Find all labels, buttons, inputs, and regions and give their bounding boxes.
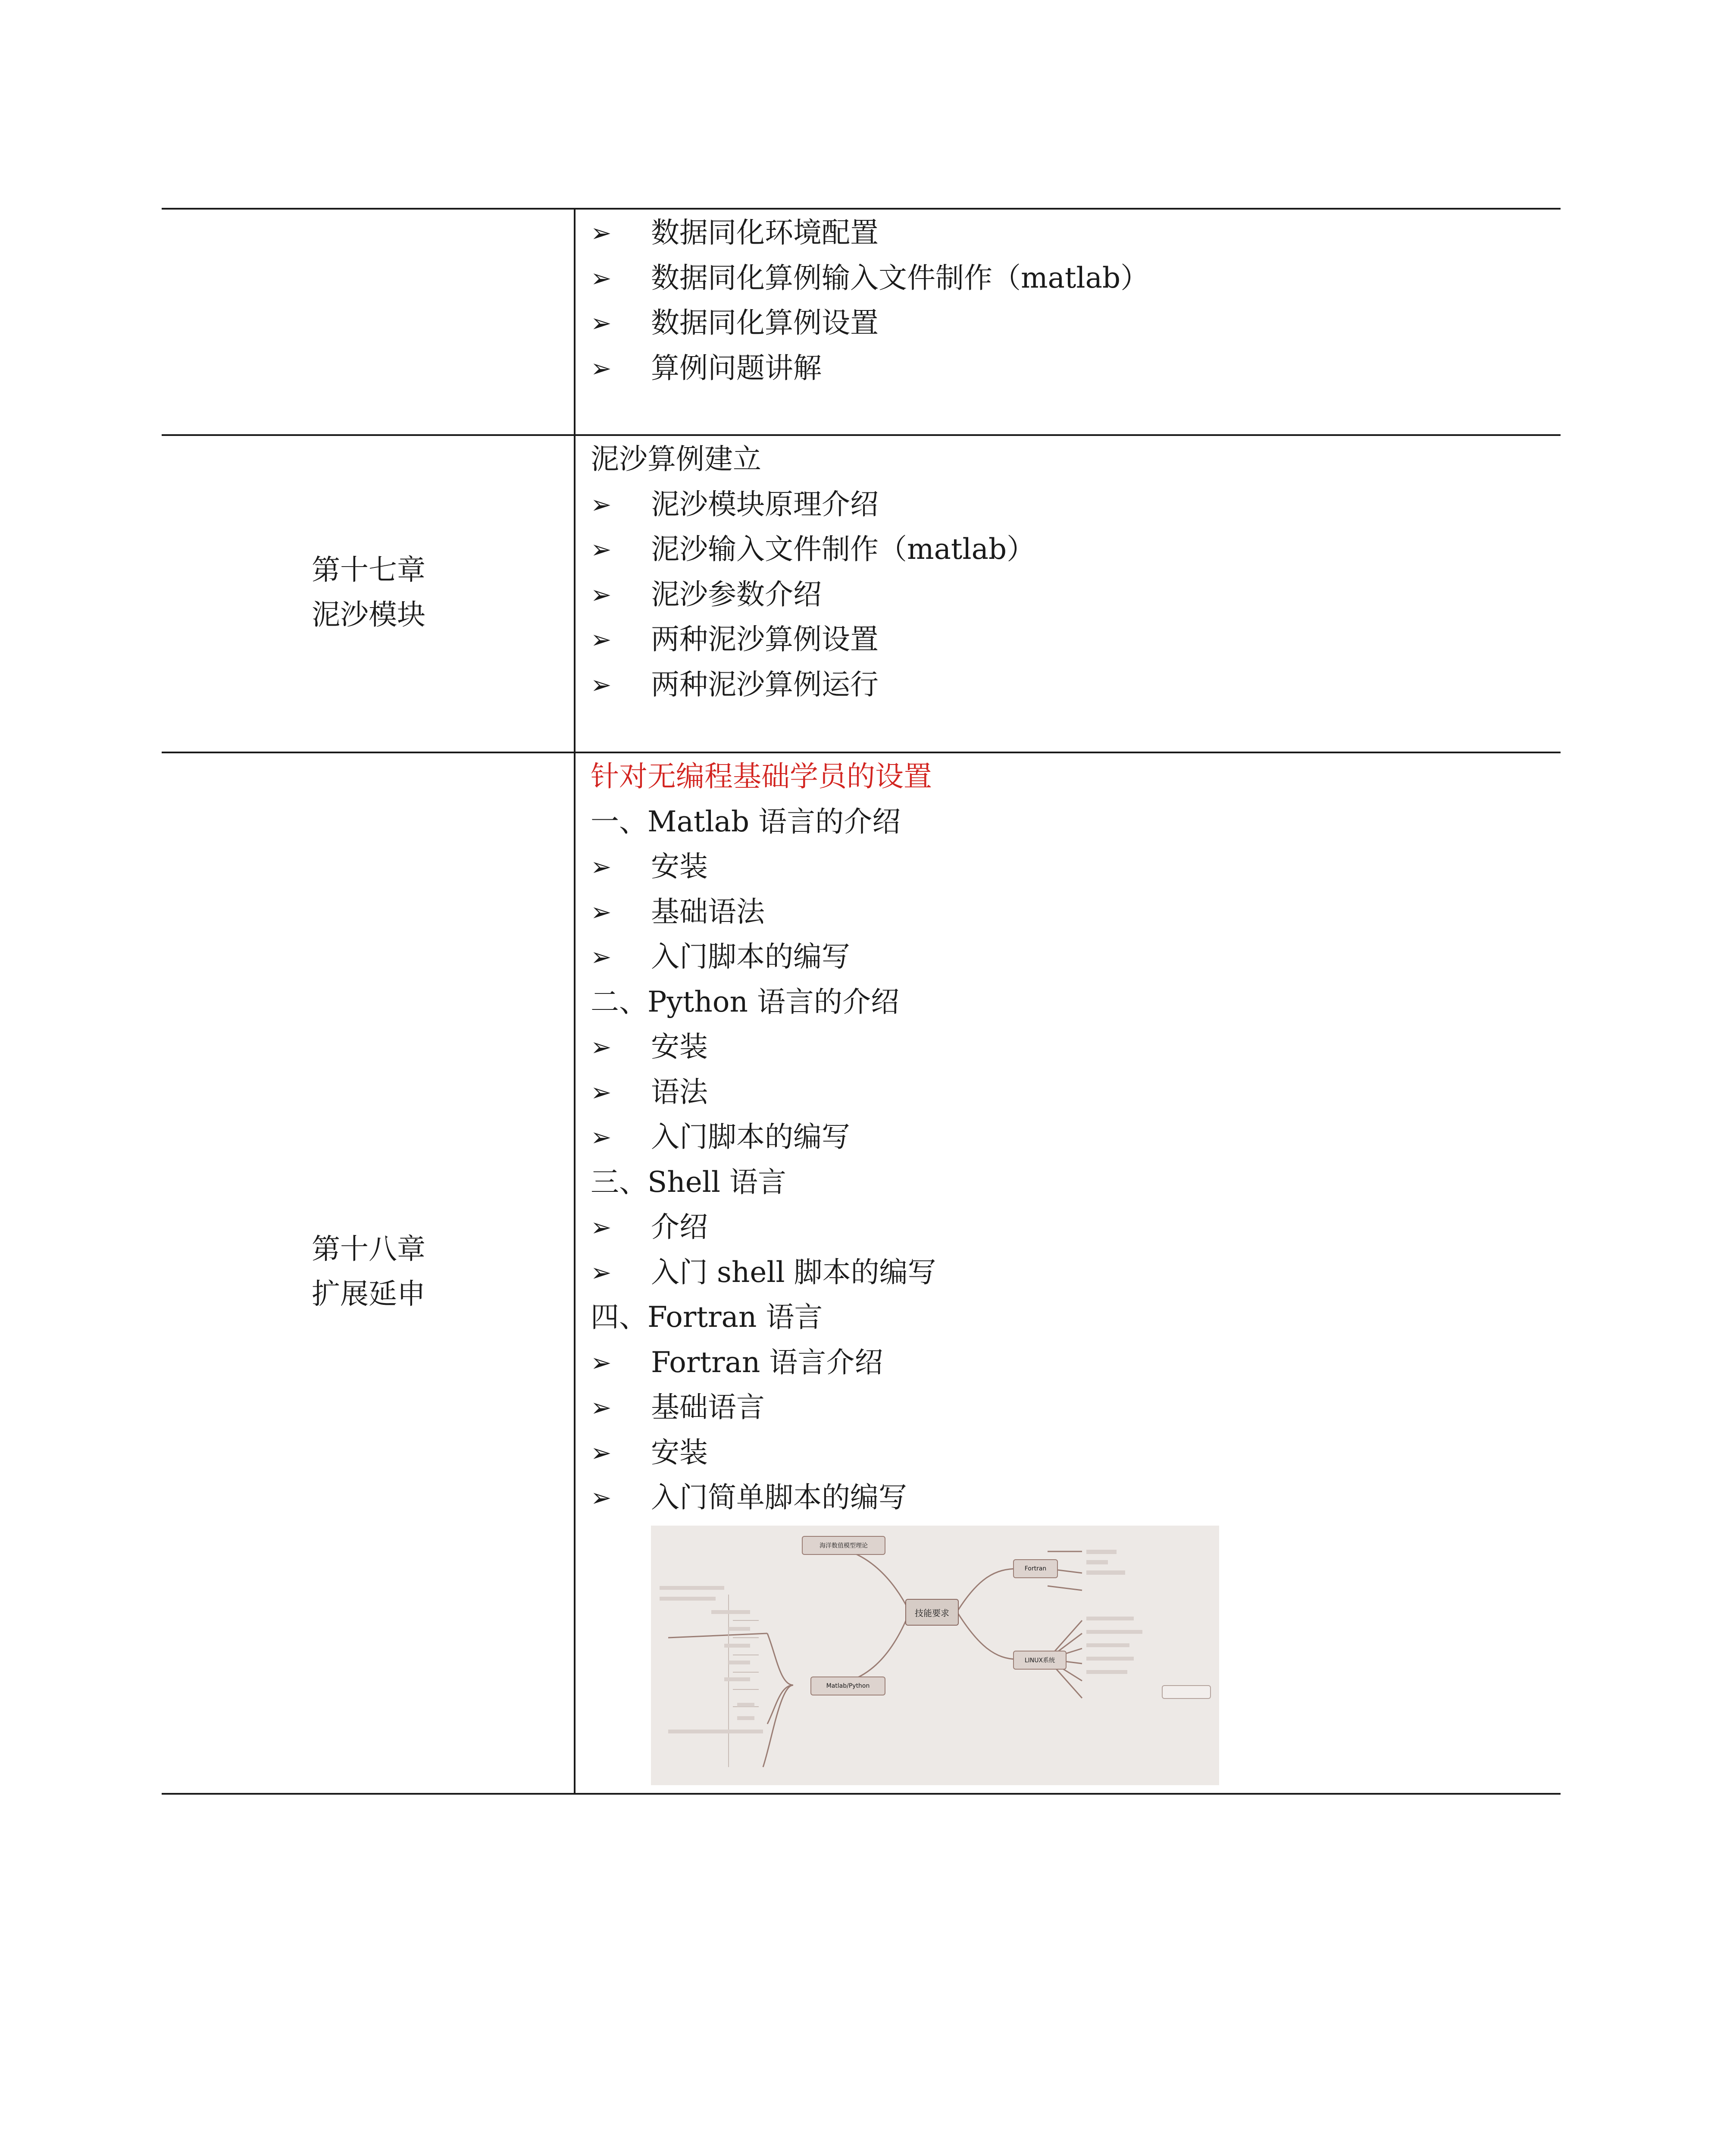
item-text: 入门简单脚本的编写 — [651, 1481, 907, 1514]
item-text: 入门脚本的编写 — [651, 1120, 850, 1153]
bullet-item — [591, 572, 1035, 617]
bullet-item — [591, 1115, 936, 1160]
bullet-item — [591, 934, 936, 980]
item-text: 泥沙模块原理介绍 — [651, 487, 879, 521]
item-text: 数据同化算例设置 — [651, 306, 879, 339]
item-text: 入门 shell 脚本的编写 — [651, 1255, 936, 1289]
mindmap-root-node: 技能要求 — [905, 1599, 959, 1626]
chapter-number: 第十七章 — [312, 553, 425, 586]
item-text: 基础语言 — [651, 1391, 765, 1424]
item-text: 一、Matlab 语言的介绍 — [591, 805, 901, 838]
arrow-bullet-icon: ➢ — [591, 1257, 612, 1287]
skill-mindmap-image — [651, 1526, 1219, 1785]
bullet-item — [591, 346, 1149, 391]
mindmap-shell-node — [1162, 1685, 1211, 1699]
bullet-item — [591, 210, 1149, 256]
bullet-item — [591, 527, 1035, 572]
table-top-rule — [162, 208, 1561, 210]
table-row-rule — [162, 752, 1561, 753]
row-2-content — [591, 437, 1035, 707]
table-bottom-rule — [162, 1793, 1561, 1795]
bullet-item — [591, 662, 1035, 708]
arrow-bullet-icon: ➢ — [591, 218, 612, 248]
item-text: 基础语法 — [651, 895, 765, 928]
bullet-item — [591, 1475, 936, 1520]
highlight-heading — [591, 754, 936, 799]
arrow-bullet-icon: ➢ — [591, 1438, 612, 1467]
chapter-17-label — [164, 548, 573, 637]
item-text: 三、Shell 语言 — [591, 1165, 786, 1199]
arrow-bullet-icon: ➢ — [591, 1077, 612, 1107]
item-text: 安装 — [651, 1030, 708, 1063]
bullet-item — [591, 1025, 936, 1070]
bullet-item — [591, 617, 1035, 662]
section-heading — [591, 1295, 936, 1340]
mindmap-linux-node: LINUX系统 — [1013, 1651, 1067, 1670]
arrow-bullet-icon: ➢ — [591, 1213, 612, 1242]
arrow-bullet-icon: ➢ — [591, 670, 612, 699]
bullet-item — [591, 890, 936, 935]
table-row-rule — [162, 434, 1561, 436]
arrow-bullet-icon: ➢ — [591, 580, 612, 609]
item-text: 算例问题讲解 — [651, 351, 822, 385]
section-heading — [591, 437, 1035, 482]
mindmap-theory-node: 海洋数值模型理论 — [802, 1536, 885, 1555]
item-text: 安装 — [651, 1435, 708, 1469]
arrow-bullet-icon: ➢ — [591, 353, 612, 383]
bullet-item — [591, 482, 1035, 527]
section-heading — [591, 980, 936, 1025]
bullet-item — [591, 1340, 936, 1385]
item-text: 两种泥沙算例运行 — [651, 667, 879, 701]
item-text: 语法 — [651, 1075, 708, 1109]
section-heading — [591, 799, 936, 845]
bullet-item — [591, 1430, 936, 1476]
mindmap-matlab-node: Matlab/Python — [810, 1677, 885, 1695]
item-text: 安装 — [651, 850, 708, 883]
bullet-item — [591, 1250, 936, 1295]
arrow-bullet-icon: ➢ — [591, 897, 612, 927]
item-text: 介绍 — [651, 1210, 708, 1244]
item-text: 入门脚本的编写 — [651, 940, 850, 973]
item-text: Fortran 语言介绍 — [651, 1345, 883, 1379]
arrow-bullet-icon: ➢ — [591, 489, 612, 519]
mindmap-fortran-node: Fortran — [1013, 1559, 1058, 1578]
arrow-bullet-icon: ➢ — [591, 1032, 612, 1062]
table-column-divider — [574, 208, 576, 1795]
chapter-number: 第十八章 — [312, 1232, 425, 1266]
bullet-item — [591, 1070, 936, 1115]
arrow-bullet-icon: ➢ — [591, 1483, 612, 1512]
arrow-bullet-icon: ➢ — [591, 852, 612, 881]
chapter-title: 泥沙模块 — [312, 598, 425, 631]
arrow-bullet-icon: ➢ — [591, 535, 612, 564]
row-3-content — [591, 754, 936, 1520]
arrow-bullet-icon: ➢ — [591, 1348, 612, 1377]
bullet-item — [591, 256, 1149, 301]
item-text: 针对无编程基础学员的设置 — [591, 760, 932, 793]
bullet-item — [591, 301, 1149, 346]
arrow-bullet-icon: ➢ — [591, 942, 612, 971]
bullet-item — [591, 844, 936, 890]
item-text: 四、Fortran 语言 — [591, 1300, 823, 1334]
bullet-item — [591, 1205, 936, 1250]
arrow-bullet-icon: ➢ — [591, 1122, 612, 1152]
row-1-content — [591, 210, 1149, 391]
chapter-18-label — [164, 1227, 573, 1316]
arrow-bullet-icon: ➢ — [591, 308, 612, 338]
chapter-title: 扩展延申 — [312, 1277, 425, 1310]
item-text: 数据同化算例输入文件制作（matlab） — [651, 261, 1149, 295]
mindmap-leaf-group — [1086, 1547, 1138, 1599]
arrow-bullet-icon: ➢ — [591, 1393, 612, 1422]
item-text: 泥沙算例建立 — [591, 442, 761, 476]
mindmap-leaf-group — [1086, 1614, 1147, 1705]
mindmap-leaf-group — [660, 1582, 772, 1771]
item-text: 泥沙输入文件制作（matlab） — [651, 533, 1035, 566]
section-heading — [591, 1160, 936, 1205]
arrow-bullet-icon: ➢ — [591, 625, 612, 654]
bullet-item — [591, 1385, 936, 1430]
item-text: 数据同化环境配置 — [651, 216, 879, 249]
item-text: 二、Python 语言的介绍 — [591, 985, 899, 1018]
arrow-bullet-icon: ➢ — [591, 263, 612, 293]
item-text: 两种泥沙算例设置 — [651, 623, 879, 656]
item-text: 泥沙参数介绍 — [651, 577, 822, 611]
